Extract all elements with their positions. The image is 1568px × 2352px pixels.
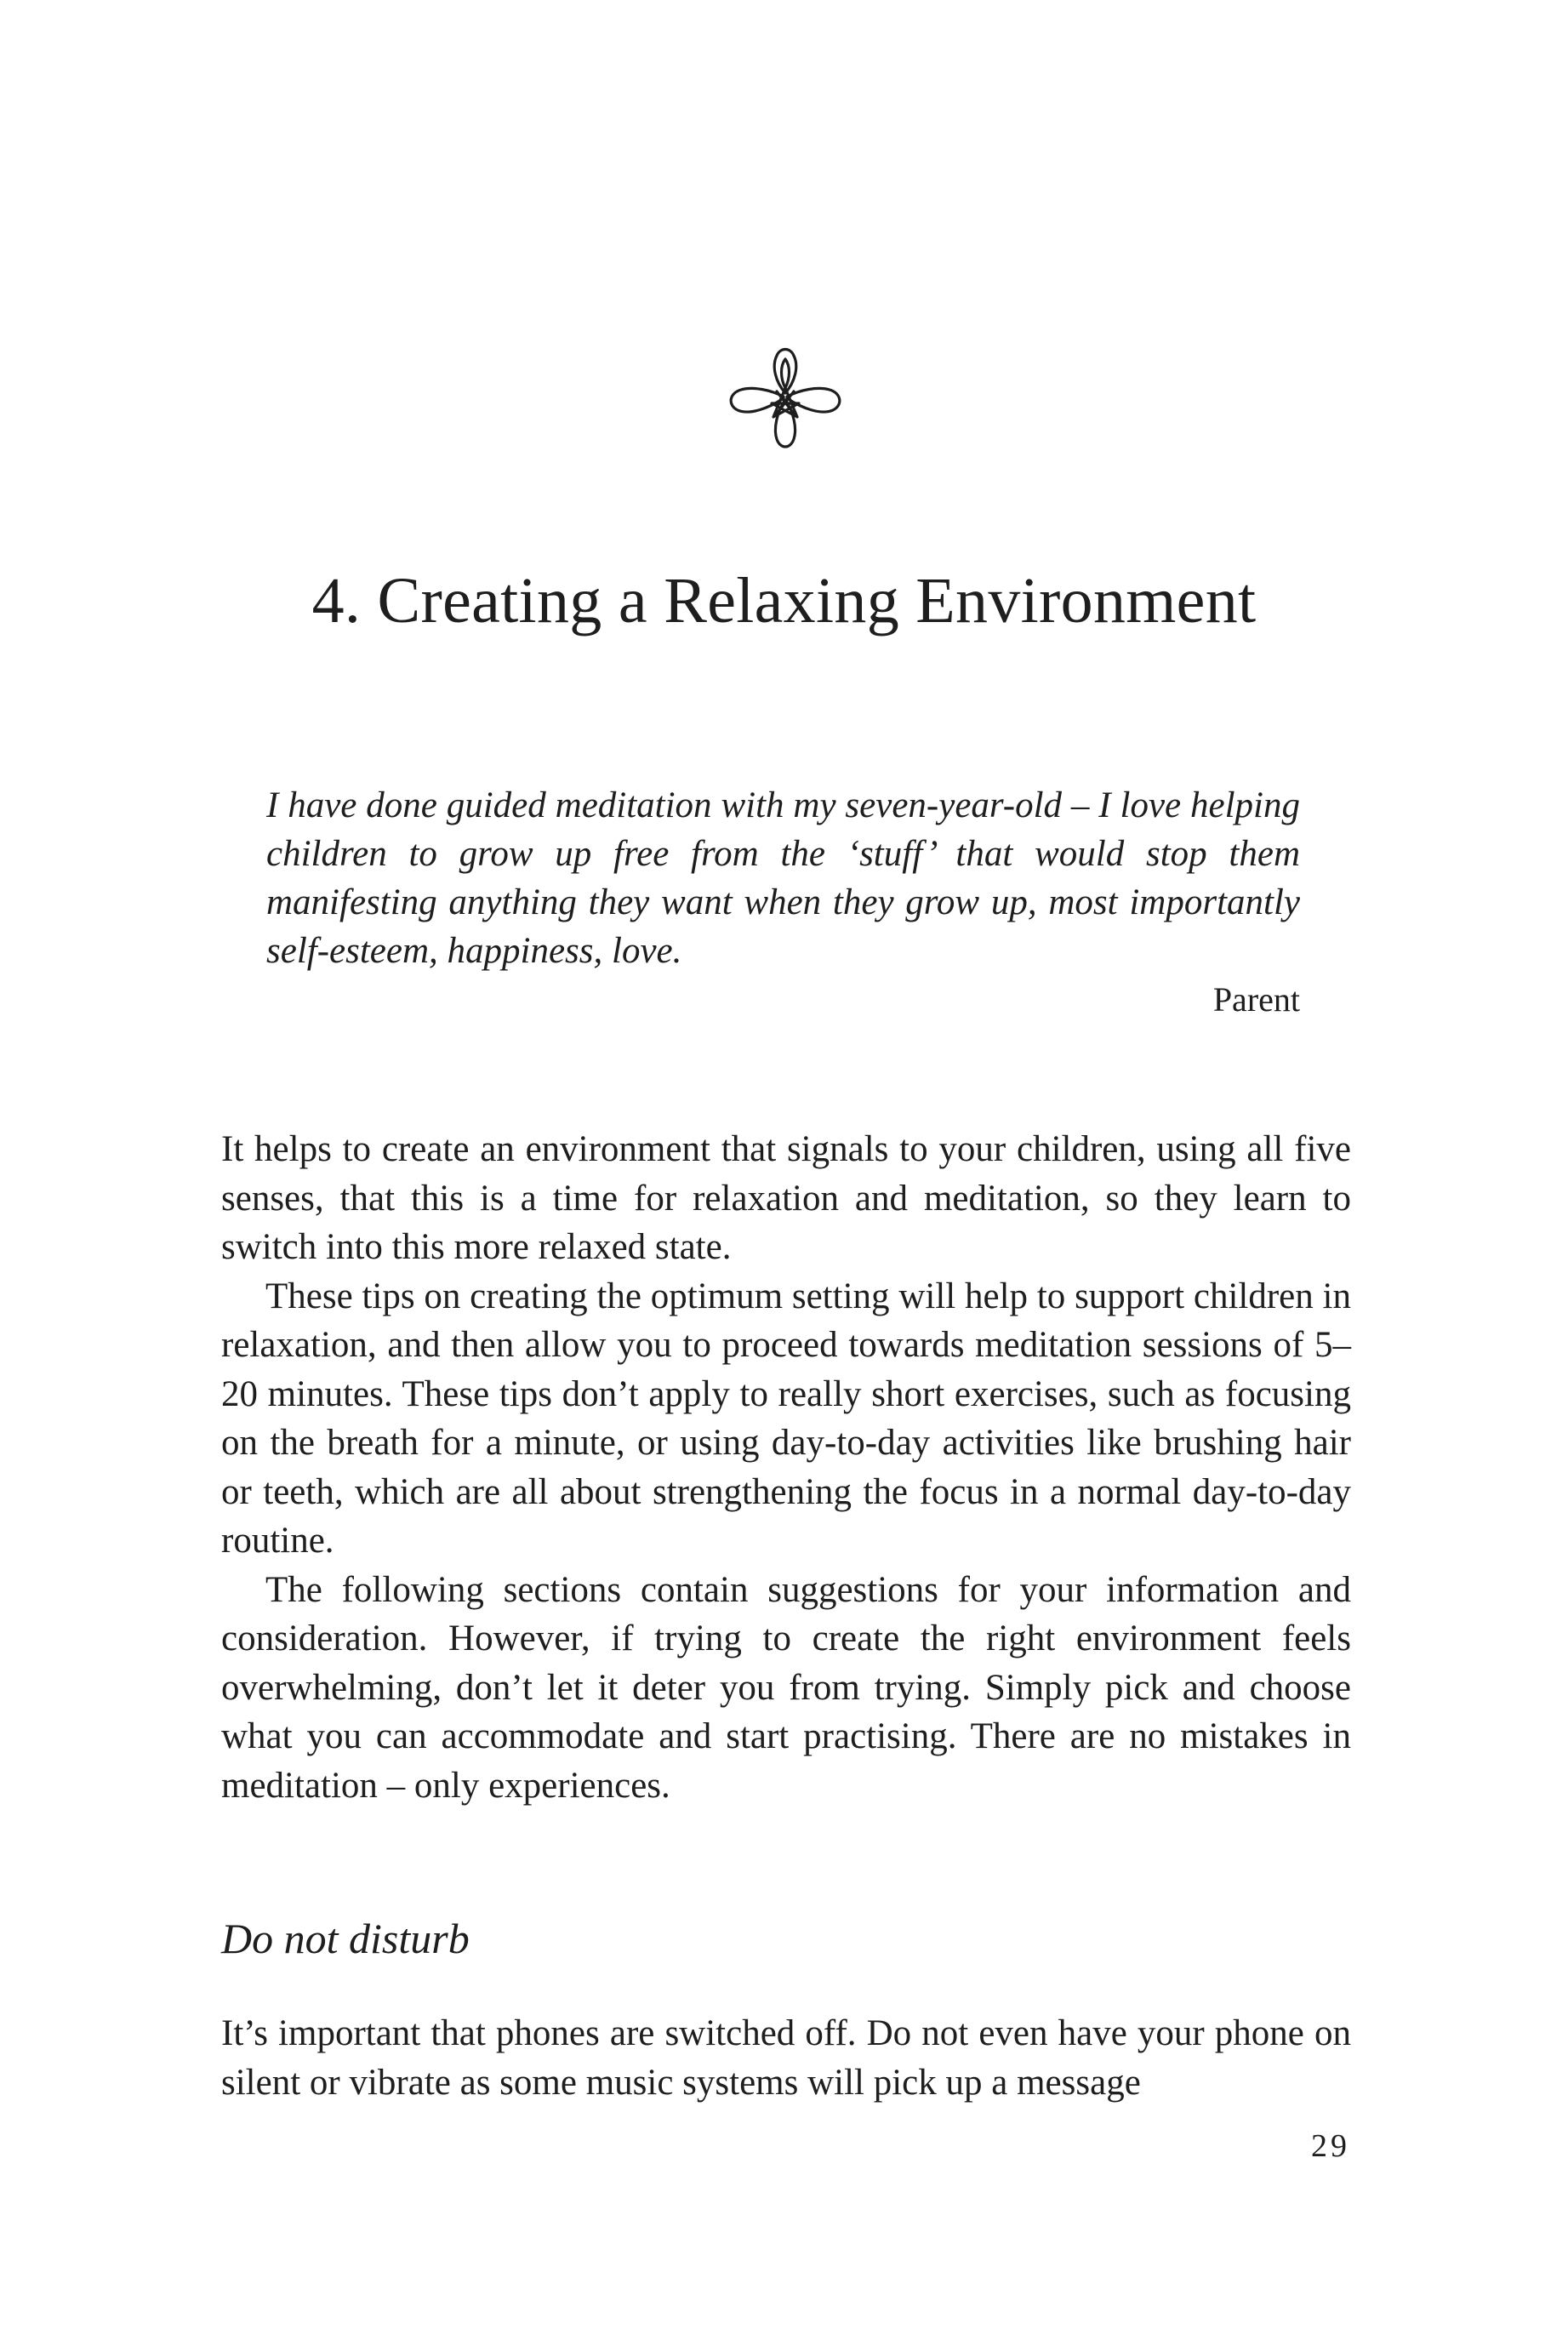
section-text [221,2009,1351,2107]
page-number: 29 [1311,2128,1350,2164]
flower-ornament-icon [724,340,847,460]
chapter-title: 4. Creating a Relaxing Environment [311,565,1257,637]
paragraph: It’s important that phones are switched off. Do not even have your phone on silent or vibrate as some music systems will pick up a message [221,2013,1351,2103]
paragraph: These tips on creating the optimum setting will help to support children in relaxation, and then allow you to proceed towards meditation sessions of 5–20 minutes. These tips don’t apply to really short exercises, such as focusing on the breath for a minute, or using day-to-day activities like brushing hair or teeth, which are all about strengthening the focus in a normal day-to-day routine. [221,1276,1351,1561]
epigraph [266,781,1300,1024]
epigraph-attribution: Parent [1212,980,1300,1019]
section-heading: Do not disturb [221,1915,470,1962]
paragraph: It helps to create an environment that signals to your children, using all five senses, that this is a time for relaxation and meditation, so they learn to switch into this more relaxed state. [221,1129,1351,1267]
intro-text [221,1125,1351,1810]
epigraph-quote: I have done guided meditation with my seven-year-old – I love helping children to grow up free from the ‘stuff’ that would stop them manifesting anything they want when they grow up, most importantly self-esteem, happiness, love. [266,785,1300,971]
paragraph: The following sections contain suggestions for your information and consideration. However, if trying to create the right environment feels overwhelming, don’t let it deter you from trying. Simply pick and choose what you can accommodate and start practising. There are no mistakes in meditation – only experiences. [221,1569,1351,1806]
